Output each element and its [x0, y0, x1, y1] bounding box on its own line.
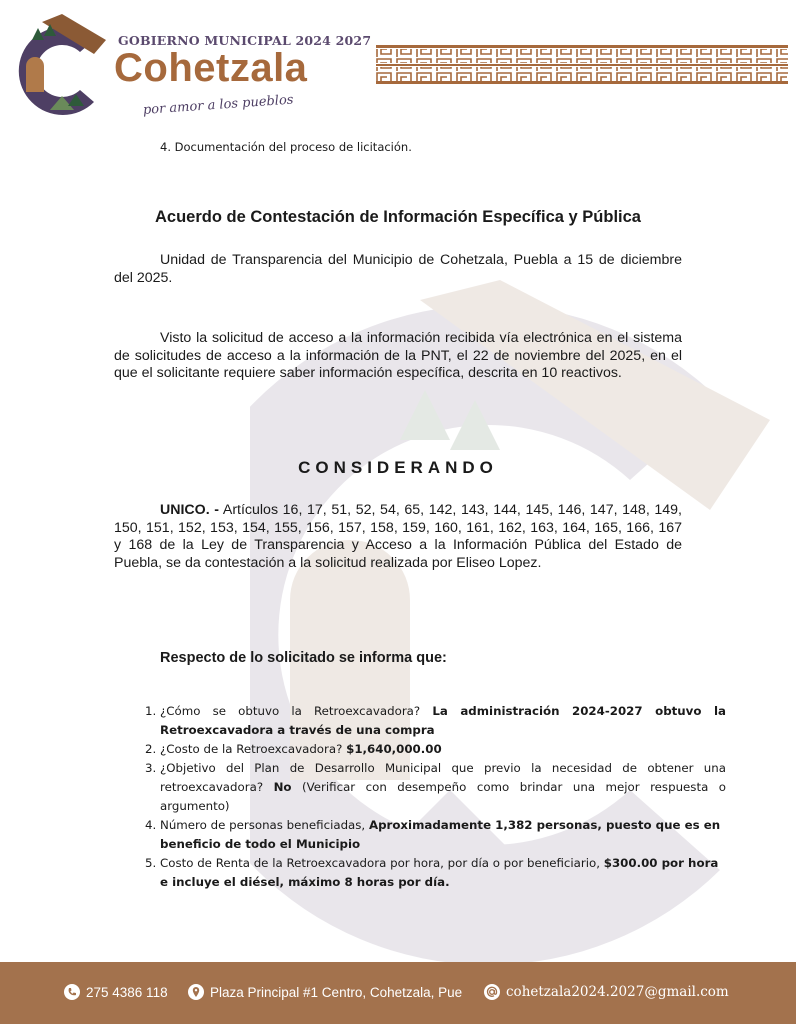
answer-text: No — [273, 780, 292, 794]
footer-phone[interactable] — [64, 984, 168, 1000]
at-icon — [484, 984, 500, 1000]
answer-text: La administración 2024-2027 obtuvo la Retroexcavadora a través de una compra — [160, 704, 727, 737]
footer-email[interactable] — [484, 984, 729, 1000]
tagline: por amor a los pueblos — [142, 92, 294, 118]
list-item — [160, 740, 726, 759]
answer-text: Aproximadamente 1,382 personas, puesto que es en beneficio de todo el Municipio — [160, 818, 721, 851]
question-text: Número de personas beneficiadas, — [160, 818, 369, 832]
answer-text: $300.00 por hora e incluye el diésel, máximo 8 horas por día. — [160, 856, 719, 889]
footer-bar — [0, 962, 796, 1024]
respect-heading: Respecto de lo solicitado se informa que: — [160, 650, 447, 666]
list-item — [160, 702, 726, 740]
considerando-heading: CONSIDERANDO — [298, 458, 498, 477]
documentation-note: 4. Documentación del proceso de licitación. — [160, 140, 412, 154]
unico-lead: UNICO. - — [160, 502, 220, 518]
phone-icon — [64, 984, 80, 1000]
answer-text: $1,640,000.00 — [346, 742, 442, 756]
address-text: Plaza Principal #1 Centro, Cohetzala, Pue — [210, 984, 463, 1000]
footer-address — [188, 984, 462, 1000]
extra-text: (Verificar con desempeño como brindar una mejor respuesta o argumento) — [160, 780, 726, 813]
phone-text: 275 4386 118 — [86, 984, 168, 1000]
question-text: ¿Costo de la Retroexcavadora? — [160, 742, 347, 756]
question-text: Costo de Renta de la Retroexcavadora por hora, por día o por beneficiario, — [160, 856, 604, 870]
question-text: ¿Objetivo del Plan de Desarrollo Municipal que previo la necesidad de obtener una retroexcavadora? — [160, 761, 726, 794]
unico-text: Artículos 16, 17, 51, 52, 54, 65, 142, 143, 144, 145, 146, 147, 148, 149, 150, 151, 152, 153, 154, 155, 156, 157, 158, 159, 160, 161, 162, 163, 164, 165, 166, 167 y 168 de la Ley de Transparencia y Acceso a la Información Pública del Estado de Puebla, se da contestación a la solicitud realizada por Eliseo Lopez. — [114, 502, 682, 571]
paragraph-date: Unidad de Transparencia del Municipio de Cohetzala, Puebla a 15 de diciembre del 2025. — [114, 252, 682, 286]
answers-list — [118, 702, 726, 892]
email-text: cohetzala2024.2027@gmail.com — [506, 984, 729, 1000]
document-title: Acuerdo de Contestación de Información Específica y Pública — [155, 208, 641, 226]
paragraph-request: Visto la solicitud de acceso a la información recibida vía electrónica en el sistema de solicitudes de acceso a la información de la PNT, el 22 de noviembre del 2025, en el que el solicitante requiere saber información específica, descrita en 10 reactivos. — [114, 330, 682, 381]
question-text: ¿Cómo se obtuvo la Retroexcavadora? — [160, 704, 433, 718]
brand-name: Cohetzala — [114, 46, 308, 90]
list-item — [160, 759, 726, 816]
paragraph-unico — [114, 502, 682, 572]
location-icon — [188, 984, 204, 1000]
government-line: GOBIERNO MUNICIPAL 2024 2027 — [118, 33, 372, 48]
cohetzala-logo — [10, 10, 110, 130]
greca-pattern — [376, 44, 788, 84]
list-item — [160, 816, 726, 854]
list-item — [160, 854, 726, 892]
